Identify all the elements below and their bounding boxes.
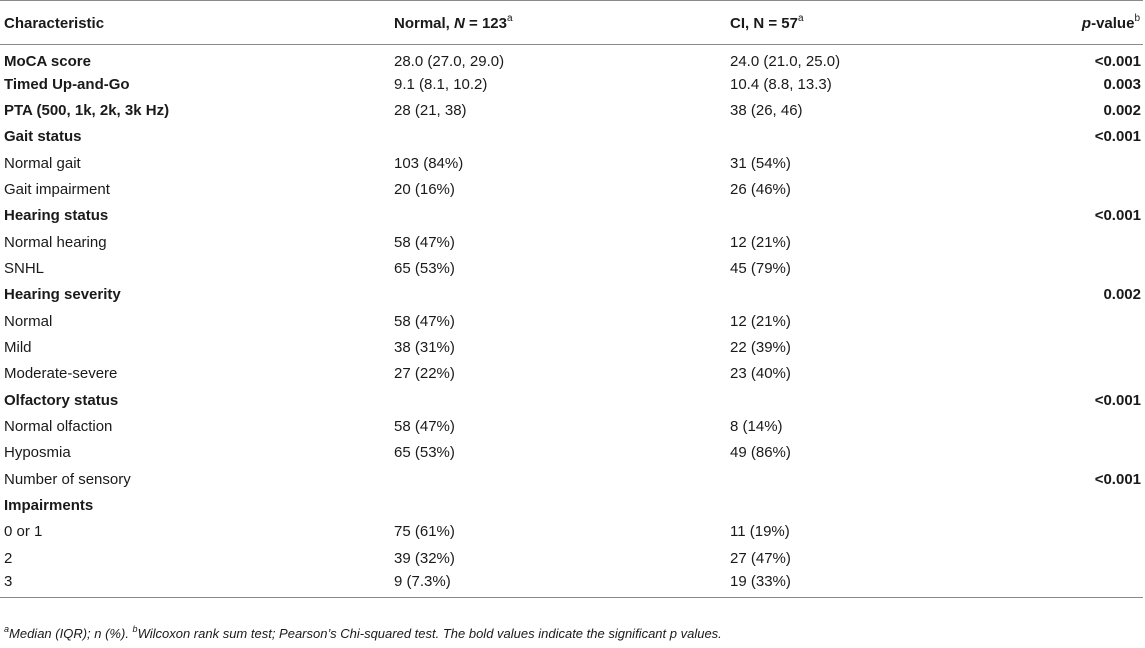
ci-value: 45 (79%)	[730, 259, 791, 277]
p-value	[1060, 334, 1143, 360]
normal-value	[394, 387, 730, 413]
normal-value: 58 (47%)	[394, 312, 455, 330]
table-row	[0, 492, 1143, 518]
ci-value: 24.0 (21.0, 25.0)	[730, 53, 841, 71]
table-row	[0, 571, 1143, 597]
row-label: Normal hearing	[4, 233, 107, 251]
normal-value	[394, 124, 730, 150]
header-row	[0, 1, 1143, 45]
table-row	[0, 545, 1143, 571]
ci-value: 38 (26, 46)	[730, 101, 803, 119]
row-label: 0 or 1	[4, 523, 43, 541]
ci-value: 23 (40%)	[730, 365, 791, 383]
ci-value: 22 (39%)	[730, 338, 791, 356]
normal-value	[394, 282, 730, 308]
p-value	[1060, 519, 1143, 545]
p-value: 0.002	[1103, 101, 1141, 119]
ci-value	[730, 466, 1060, 492]
row-label: Hearing status	[4, 207, 109, 225]
table-row	[0, 203, 1143, 229]
row-label: Gait impairment	[4, 180, 110, 198]
p-value: <0.001	[1094, 391, 1141, 409]
table-row	[0, 466, 1143, 492]
table-row	[0, 440, 1143, 466]
row-label: 3	[4, 572, 13, 590]
normal-value: 9.1 (8.1, 10.2)	[394, 75, 488, 93]
p-value	[1060, 308, 1143, 334]
normal-value	[394, 492, 730, 518]
row-label: PTA (500, 1k, 2k, 3k Hz)	[4, 101, 170, 119]
normal-value: 27 (22%)	[394, 365, 455, 383]
ci-value: 19 (33%)	[730, 572, 791, 590]
row-label: Number of sensory	[4, 470, 131, 488]
p-value	[1060, 413, 1143, 439]
table-row	[0, 255, 1143, 281]
p-value: 0.002	[1103, 286, 1141, 304]
table-row	[0, 176, 1143, 202]
ci-value: 31 (54%)	[730, 154, 791, 172]
p-value	[1060, 571, 1143, 597]
normal-value: 38 (31%)	[394, 338, 455, 356]
table-row	[0, 308, 1143, 334]
normal-value: 75 (61%)	[394, 523, 455, 541]
ci-value: 26 (46%)	[730, 180, 791, 198]
ci-value	[730, 387, 1060, 413]
header-characteristic: Characteristic	[0, 1, 394, 45]
table-row	[0, 387, 1143, 413]
ci-value	[730, 203, 1060, 229]
p-value	[1060, 545, 1143, 571]
normal-value	[394, 203, 730, 229]
header-ci: CI, $N = 57^a$	[730, 1, 1060, 45]
normal-value: 20 (16%)	[394, 180, 455, 198]
p-value	[1060, 440, 1143, 466]
table-row	[0, 150, 1143, 176]
row-label: Mild	[4, 338, 32, 356]
p-value	[1060, 150, 1143, 176]
row-label: Moderate-severe	[4, 365, 118, 383]
normal-value: 65 (53%)	[394, 259, 455, 277]
normal-value: 28 (21, 38)	[394, 101, 467, 119]
header-p-value: p-value$^b$	[1060, 1, 1143, 45]
row-label: Normal olfaction	[4, 417, 113, 435]
normal-value: 39 (32%)	[394, 549, 455, 567]
row-label: Normal gait	[4, 154, 81, 172]
row-label: 2	[4, 549, 13, 567]
row-label: Impairments	[4, 497, 94, 515]
normal-value: 58 (47%)	[394, 417, 455, 435]
ci-value: 12 (21%)	[730, 312, 791, 330]
row-label: SNHL	[4, 259, 45, 277]
table-row	[0, 124, 1143, 150]
normal-value: 103 (84%)	[394, 154, 464, 172]
header-normal: Normal, $N = 123^a$	[394, 1, 730, 45]
row-label: Gait status	[4, 128, 82, 146]
table-row	[0, 361, 1143, 387]
ci-value: 10.4 (8.8, 13.3)	[730, 75, 832, 93]
ci-value: 11 (19%)	[730, 523, 790, 541]
table-row	[0, 71, 1143, 97]
table-row	[0, 334, 1143, 360]
p-value	[1060, 361, 1143, 387]
row-label: Hearing severity	[4, 286, 121, 304]
ci-value: 8 (14%)	[730, 417, 783, 435]
normal-value: 58 (47%)	[394, 233, 455, 251]
normal-value	[394, 466, 730, 492]
ci-value: 12 (21%)	[730, 233, 791, 251]
table-row	[0, 519, 1143, 545]
ci-value: 49 (86%)	[730, 444, 791, 462]
table-row	[0, 45, 1143, 71]
ci-value	[730, 492, 1060, 518]
p-value	[1060, 229, 1143, 255]
table-row	[0, 97, 1143, 123]
table-row	[0, 413, 1143, 439]
table-row	[0, 229, 1143, 255]
row-label: MoCA score	[4, 53, 91, 71]
p-value: <0.001	[1094, 470, 1141, 488]
normal-value: 28.0 (27.0, 29.0)	[394, 53, 505, 71]
normal-value: 9 (7.3%)	[394, 572, 451, 590]
p-value	[1060, 492, 1143, 518]
ci-value	[730, 282, 1060, 308]
row-label: Timed Up-and-Go	[4, 75, 130, 93]
row-label: Olfactory status	[4, 391, 119, 409]
table-row	[0, 282, 1143, 308]
ci-value	[730, 124, 1060, 150]
row-label: Normal	[4, 312, 53, 330]
p-value: 0.003	[1103, 75, 1141, 93]
ci-value: 27 (47%)	[730, 549, 791, 567]
normal-value: 65 (53%)	[394, 444, 455, 462]
p-value: <0.001	[1094, 128, 1141, 146]
p-value	[1060, 255, 1143, 281]
p-value	[1060, 176, 1143, 202]
row-label: Hyposmia	[4, 444, 71, 462]
table-footnote: $^a$Median (IQR); n (%). $^b$Wilcoxon rank sum test; Pearson’s Chi-squared test. The bold values indicate the significant p values.	[4, 623, 722, 641]
p-value: <0.001	[1094, 53, 1141, 71]
p-value: <0.001	[1094, 207, 1141, 225]
